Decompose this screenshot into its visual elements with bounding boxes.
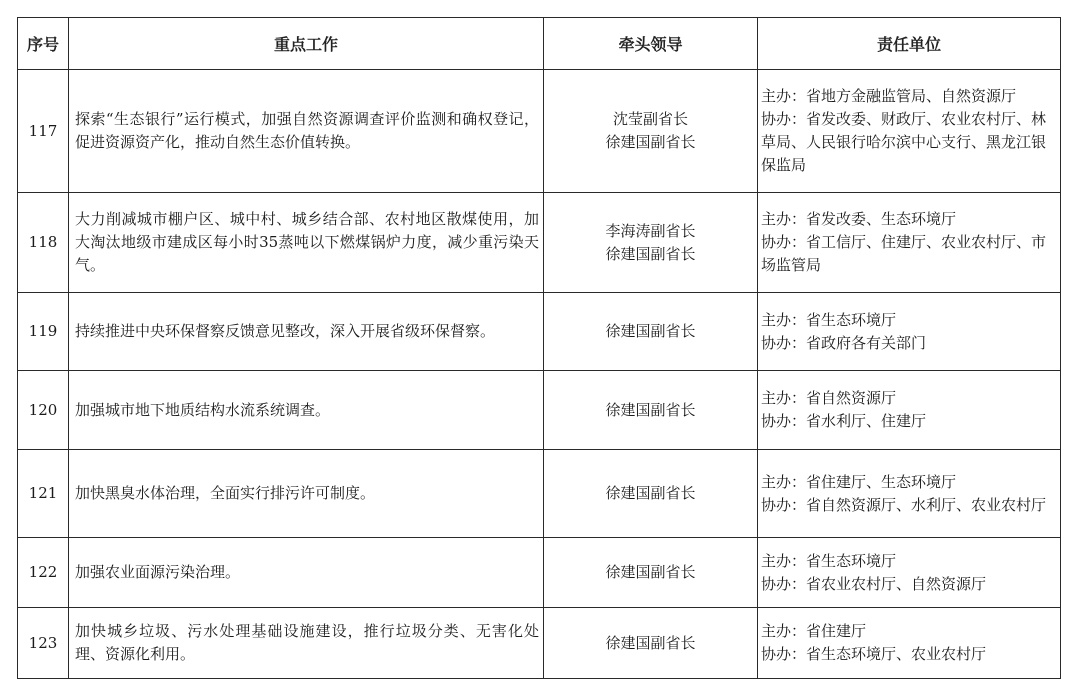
unit-host: 主办：省地方金融监管局、自然资源厅	[761, 87, 1017, 105]
leader-name: 徐建国副省长	[605, 244, 696, 263]
table-row	[18, 608, 1061, 679]
row-units	[758, 538, 1061, 608]
unit-assist: 协办：省生态环境厅、农业农村厅	[761, 645, 987, 663]
unit-assist: 协办：省农业农村厅、自然资源厅	[761, 574, 987, 593]
row-seq: 121	[18, 450, 69, 538]
row-work: 加强农业面源污染治理。	[69, 538, 544, 608]
row-units	[758, 450, 1061, 538]
leader-name: 徐建国副省长	[605, 133, 696, 151]
row-leaders	[544, 371, 758, 450]
work-table	[17, 17, 1061, 679]
row-leaders	[544, 70, 758, 193]
table-row	[18, 70, 1061, 193]
row-leaders	[544, 450, 758, 538]
leader-name: 徐建国副省长	[605, 484, 696, 502]
leader-name: 徐建国副省长	[605, 563, 696, 581]
row-units	[758, 608, 1061, 679]
unit-host: 主办：省发改委、生态环境厅	[761, 210, 957, 228]
header-seq: 序号	[18, 18, 69, 70]
row-work: 加快城乡垃圾、污水处理基础设施建设，推行垃圾分类、无害化处理、资源化利用。	[69, 608, 544, 679]
row-units	[758, 371, 1061, 450]
header-unit: 责任单位	[758, 18, 1061, 70]
row-work: 探索“生态银行”运行模式，加强自然资源调查评价监测和确权登记，促进资源资产化，推动自然生态价值转换。	[69, 70, 544, 193]
unit-host: 主办：省住建厅	[761, 622, 867, 640]
row-leaders	[544, 193, 758, 293]
table-row	[18, 293, 1061, 371]
leader-name: 徐建国副省长	[605, 400, 696, 419]
header-work: 重点工作	[69, 18, 544, 70]
unit-assist: 协办：省自然资源厅、水利厅、农业农村厅	[761, 495, 1047, 514]
row-units	[758, 293, 1061, 371]
row-seq: 122	[18, 538, 69, 608]
unit-host: 主办：省住建厅、生态环境厅	[761, 472, 957, 491]
header-lead: 牵头领导	[544, 18, 758, 70]
table-row	[18, 371, 1061, 450]
row-seq: 123	[18, 608, 69, 679]
row-leaders	[544, 608, 758, 679]
row-work: 加强城市地下地质结构水流系统调查。	[69, 371, 544, 450]
leader-name: 李海涛副省长	[605, 221, 696, 240]
unit-host: 主办：省生态环境厅	[761, 310, 897, 329]
row-leaders	[544, 293, 758, 371]
leader-name: 徐建国副省长	[605, 633, 696, 652]
unit-host: 主办：省自然资源厅	[761, 389, 897, 407]
unit-assist: 协办：省政府各有关部门	[761, 333, 927, 352]
unit-assist: 协办：省水利厅、住建厅	[761, 412, 927, 430]
leader-name: 徐建国副省长	[605, 322, 696, 340]
unit-host: 主办：省生态环境厅	[761, 551, 897, 570]
table-row	[18, 193, 1061, 293]
row-units	[758, 70, 1061, 193]
row-seq: 119	[18, 293, 69, 371]
unit-assist: 协办：省发改委、财政厅、农业农村厅、林草局、人民银行哈尔滨中心支行、黑龙江银保监局	[761, 110, 1047, 174]
row-work: 加快黑臭水体治理，全面实行排污许可制度。	[69, 450, 544, 538]
table-row	[18, 538, 1061, 608]
header-row	[18, 18, 1061, 70]
row-work: 大力削减城市棚户区、城中村、城乡结合部、农村地区散煤使用，加大淘汰地级市建成区每小时35蒸吨以下燃煤锅炉力度，减少重污染天气。	[69, 193, 544, 293]
row-seq: 117	[18, 70, 69, 193]
row-work: 持续推进中央环保督察反馈意见整改，深入开展省级环保督察。	[69, 293, 544, 371]
unit-assist: 协办：省工信厅、住建厅、农业农村厅、市场监管局	[761, 233, 1047, 274]
table-row	[18, 450, 1061, 538]
row-leaders	[544, 538, 758, 608]
row-seq: 118	[18, 193, 69, 293]
leader-name: 沈莹副省长	[612, 110, 688, 128]
row-units	[758, 193, 1061, 293]
row-seq: 120	[18, 371, 69, 450]
